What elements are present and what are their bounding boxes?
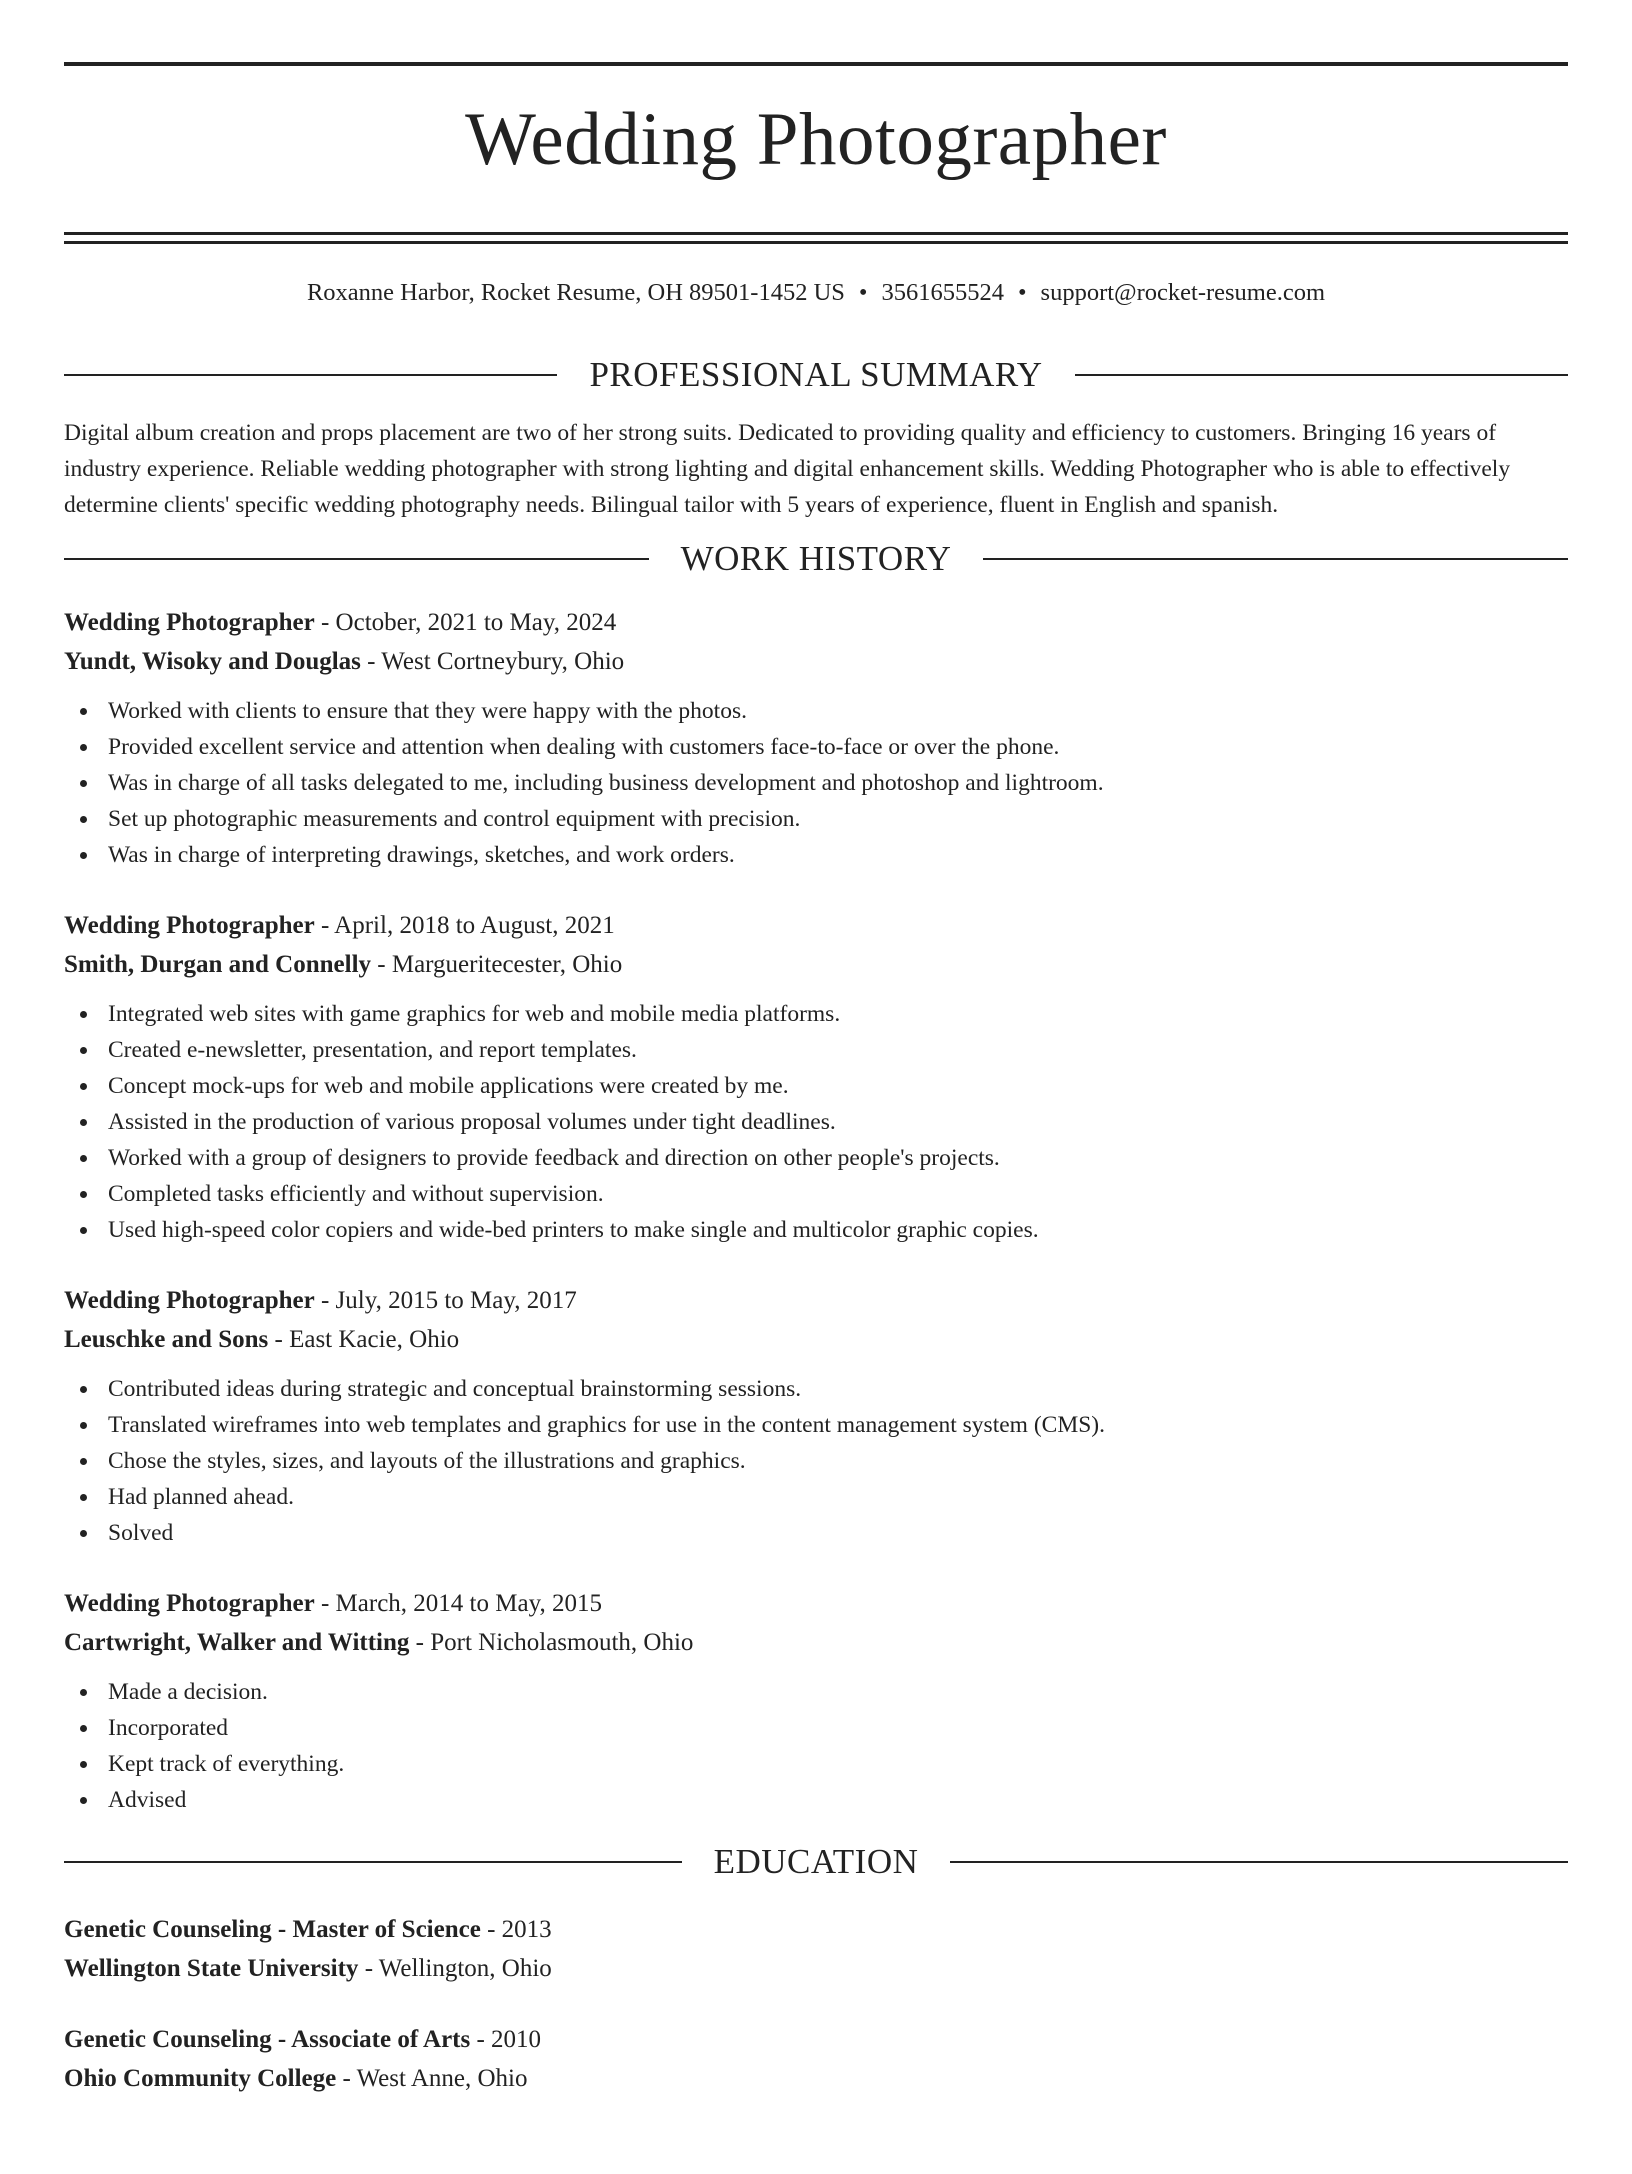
bullet-text: Kept track of everything.: [108, 1751, 345, 1777]
job-title: Wedding Photographer: [64, 609, 315, 636]
bullet-dot-icon: [80, 708, 87, 715]
bullet-item: [64, 801, 1568, 837]
job-company-line: [64, 642, 1568, 681]
bullet-dot-icon: [80, 1689, 87, 1696]
summary-heading-label: PROFESSIONAL SUMMARY: [589, 355, 1043, 394]
bullet-item: [64, 765, 1568, 801]
education-degree-line: [64, 2020, 1568, 2059]
bullet-item: [64, 1746, 1568, 1782]
bullet-item: [64, 1674, 1568, 1710]
bullet-dot-icon: [80, 1494, 87, 1501]
job-dates: - October, 2021 to May, 2024: [314, 609, 617, 636]
bullet-dot-icon: [80, 1530, 87, 1537]
bullet-text: Solved: [108, 1520, 174, 1546]
job-location: - East Kacie, Ohio: [268, 1326, 460, 1353]
contact-line: [64, 275, 1568, 311]
bullet-dot-icon: [80, 1155, 87, 1162]
bullet-text: Completed tasks efficiently and without supervision.: [108, 1181, 604, 1207]
education-heading-label: EDUCATION: [713, 1842, 919, 1881]
bullet-item: [64, 996, 1568, 1032]
education-year: - 2013: [480, 1916, 552, 1943]
education-section-heading: [64, 1840, 1568, 1884]
job-bullet-list: [64, 693, 1568, 873]
bullet-item: [64, 1710, 1568, 1746]
bullet-item: [64, 1515, 1568, 1551]
top-rule: [64, 62, 1568, 66]
bullet-text: Was in charge of interpreting drawings, sketches, and work orders.: [108, 842, 735, 868]
bullet-dot-icon: [80, 1797, 87, 1804]
bullet-text: Set up photographic measurements and control equipment with precision.: [108, 806, 801, 832]
job-title-line: [64, 603, 1568, 642]
job-entry: [64, 1584, 1568, 1818]
bullet-text: Created e-newsletter, presentation, and report templates.: [108, 1037, 637, 1063]
bullet-dot-icon: [80, 1386, 87, 1393]
bullet-text: Used high-speed color copiers and wide-bed printers to make single and multicolor graphic copies.: [108, 1217, 1039, 1243]
bullet-text: Incorporated: [108, 1715, 229, 1741]
bullet-dot-icon: [80, 816, 87, 823]
bullet-item: [64, 1371, 1568, 1407]
bullet-dot-icon: [80, 852, 87, 859]
job-company-line: [64, 945, 1568, 984]
heading-rule-left: [64, 558, 649, 560]
bullet-dot-icon: [80, 1191, 87, 1198]
job-dates: - July, 2015 to May, 2017: [314, 1287, 577, 1314]
education-degree-line: [64, 1910, 1568, 1949]
education-degree: Genetic Counseling - Associate of Arts: [64, 2026, 471, 2053]
contact-separator: •: [858, 279, 868, 306]
work-heading-label: WORK HISTORY: [680, 539, 952, 578]
bullet-item: [64, 837, 1568, 873]
job-company: Cartwright, Walker and Witting: [64, 1629, 410, 1656]
education-school: Wellington State University: [64, 1955, 359, 1982]
contact-phone: 3561655524: [881, 279, 1004, 306]
bullet-text: Translated wireframes into web templates and graphics for use in the content management system (CMS).: [108, 1412, 1105, 1438]
education-location: - Wellington, Ohio: [358, 1955, 552, 1982]
heading-rule-right: [950, 1861, 1568, 1863]
job-title-line: [64, 1584, 1568, 1623]
bullet-item: [64, 1068, 1568, 1104]
education-location: - West Anne, Ohio: [336, 2065, 528, 2092]
bullet-text: Integrated web sites with game graphics for web and mobile media platforms.: [108, 1001, 841, 1027]
bullet-dot-icon: [80, 1761, 87, 1768]
bullet-text: Was in charge of all tasks delegated to me, including business development and photoshop and lightroom.: [108, 770, 1104, 796]
bullet-text: Worked with clients to ensure that they were happy with the photos.: [108, 698, 747, 724]
heading-rule-right: [1075, 374, 1568, 376]
job-bullet-list: [64, 1371, 1568, 1551]
heading-rule-left: [64, 1861, 682, 1863]
education-school-line: [64, 1949, 1568, 1988]
job-company-line: [64, 1623, 1568, 1662]
job-title: Wedding Photographer: [64, 912, 315, 939]
bullet-item: [64, 1782, 1568, 1818]
job-location: - Margueritecester, Ohio: [371, 951, 623, 978]
bullet-item: [64, 1140, 1568, 1176]
bullet-item: [64, 1479, 1568, 1515]
bullet-dot-icon: [80, 1725, 87, 1732]
job-entry: [64, 906, 1568, 1248]
bullet-text: Worked with a group of designers to provide feedback and direction on other people's projects.: [108, 1145, 1000, 1171]
heading-rule-right: [983, 558, 1568, 560]
job-bullet-list: [64, 1674, 1568, 1818]
education-school-line: [64, 2059, 1568, 2098]
contact-separator: •: [1017, 279, 1027, 306]
job-company-line: [64, 1320, 1568, 1359]
bullet-item: [64, 1443, 1568, 1479]
job-dates: - March, 2014 to May, 2015: [314, 1590, 602, 1617]
bullet-text: Made a decision.: [108, 1679, 268, 1705]
education-year: - 2010: [470, 2026, 542, 2053]
contact-address: Roxanne Harbor, Rocket Resume, OH 89501-1452 US: [306, 279, 845, 306]
job-company: Leuschke and Sons: [64, 1326, 269, 1353]
bullet-dot-icon: [80, 1047, 87, 1054]
resume-page: [0, 62, 1632, 2174]
job-title-line: [64, 1281, 1568, 1320]
bullet-text: Advised: [108, 1787, 187, 1813]
bullet-item: [64, 693, 1568, 729]
bullet-text: Chose the styles, sizes, and layouts of the illustrations and graphics.: [108, 1448, 746, 1474]
bullet-text: Provided excellent service and attention when dealing with customers face-to-face or over the phone.: [108, 734, 1060, 760]
job-location: - Port Nicholasmouth, Ohio: [409, 1629, 694, 1656]
job-title-line: [64, 906, 1568, 945]
bullet-dot-icon: [80, 1422, 87, 1429]
bullet-text: Contributed ideas during strategic and conceptual brainstorming sessions.: [108, 1376, 802, 1402]
job-dates: - April, 2018 to August, 2021: [314, 912, 615, 939]
education-entry: [64, 1910, 1568, 1988]
job-title: Wedding Photographer: [64, 1287, 315, 1314]
page-title: Wedding Photographer: [465, 98, 1167, 181]
title-double-rule: [64, 232, 1568, 244]
job-bullet-list: [64, 996, 1568, 1248]
bullet-item: [64, 729, 1568, 765]
job-company: Smith, Durgan and Connelly: [64, 951, 372, 978]
job-entry: [64, 1281, 1568, 1551]
bullet-text: Assisted in the production of various proposal volumes under tight deadlines.: [108, 1109, 836, 1135]
bullet-text: Had planned ahead.: [108, 1484, 294, 1510]
bullet-item: [64, 1032, 1568, 1068]
education-degree: Genetic Counseling - Master of Science: [64, 1916, 481, 1943]
heading-rule-left: [64, 374, 557, 376]
summary-section-heading: [64, 353, 1568, 397]
job-entry: [64, 603, 1568, 873]
job-title: Wedding Photographer: [64, 1590, 315, 1617]
bullet-item: [64, 1176, 1568, 1212]
education-entry: [64, 2020, 1568, 2098]
bullet-dot-icon: [80, 1458, 87, 1465]
bullet-dot-icon: [80, 1083, 87, 1090]
summary-text: Digital album creation and props placement are two of her strong suits. Dedicated to providing quality and efficiency to customers. Bringing 16 years of industry experience. Reliable wedding photographer with strong lighting and digital enhancement skills. Wedding Photographer who is able to effectively determine clients' specific wedding photography needs. Bilingual tailor with 5 years of experience, fluent in English and spanish.: [64, 420, 1511, 518]
bullet-dot-icon: [80, 780, 87, 787]
bullet-item: [64, 1407, 1568, 1443]
bullet-item: [64, 1212, 1568, 1248]
bullet-item: [64, 1104, 1568, 1140]
bullet-dot-icon: [80, 744, 87, 751]
job-location: - West Cortneybury, Ohio: [360, 648, 625, 675]
job-company: Yundt, Wisoky and Douglas: [64, 648, 361, 675]
bullet-dot-icon: [80, 1227, 87, 1234]
bullet-dot-icon: [80, 1119, 87, 1126]
bullet-dot-icon: [80, 1011, 87, 1018]
education-school: Ohio Community College: [64, 2065, 337, 2092]
work-section-heading: [64, 537, 1568, 581]
contact-email: support@rocket-resume.com: [1040, 279, 1326, 306]
bullet-text: Concept mock-ups for web and mobile applications were created by me.: [108, 1073, 789, 1099]
